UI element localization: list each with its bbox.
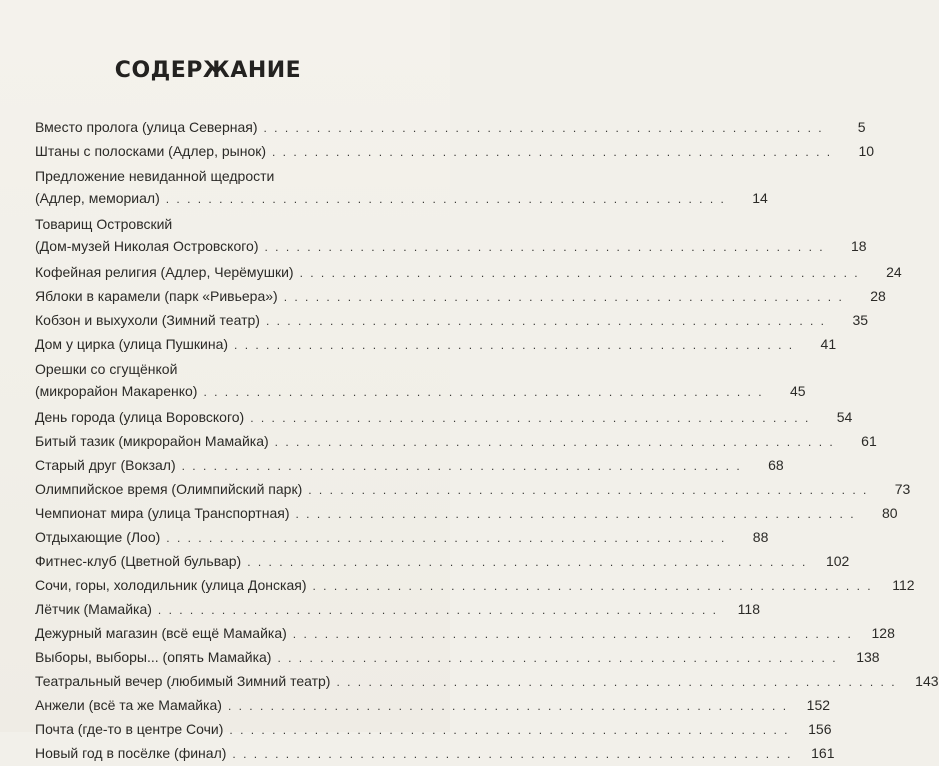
toc-entry-row (35, 718, 832, 741)
toc-entry-row (35, 261, 902, 284)
page-number: 18 (851, 238, 867, 254)
toc-entry (35, 646, 880, 669)
toc-entry-title-line: Анжели (всё та же Мамайка) (35, 697, 222, 713)
dot-leader (229, 719, 789, 741)
dot-leader (264, 117, 824, 139)
toc-entry-title-line: Вместо пролога (улица Северная) (35, 119, 258, 135)
page-number: 112 (892, 577, 915, 593)
dot-leader (277, 647, 837, 669)
toc-entry-title-line: Отдыхающие (Лоо) (35, 529, 161, 545)
toc-entry-title-line: Лётчик (Мамайка) (35, 601, 152, 617)
toc-entry-row (35, 406, 853, 429)
dot-leader (293, 623, 853, 645)
page-title: СОДЕРЖАНИЕ (114, 58, 302, 83)
table-of-contents (35, 116, 939, 766)
toc-entry (35, 622, 895, 645)
toc-entry-title-line: Олимпийское время (Олимпийский парк) (35, 481, 303, 497)
page-number: 73 (894, 481, 911, 497)
toc-entry-row (35, 526, 769, 549)
toc-entry-title-line: Сочи, горы, холодильник (улица Донская) (35, 577, 307, 593)
toc-entry-title-line: Предложение невиданной щедрости (35, 168, 275, 184)
toc-entry-row (35, 742, 835, 765)
toc-entry-title-line: Кобзон и выхухоли (Зимний театр) (35, 312, 260, 328)
dot-leader (275, 431, 835, 453)
page-number: 80 (881, 505, 898, 521)
toc-entry-row (35, 670, 939, 693)
toc-entry-title-line: Дом у цирка (улица Пушкина) (35, 336, 229, 352)
toc-entry-row (35, 646, 880, 669)
toc-entry (35, 718, 832, 741)
toc-entry-row (35, 235, 867, 258)
toc-entry-title-line: (микрорайон Макаренко) (35, 383, 198, 399)
toc-entry-row (35, 430, 877, 453)
dot-leader (272, 141, 832, 163)
toc-entry (35, 574, 915, 597)
toc-entry (35, 670, 939, 693)
page-number: 5 (857, 119, 866, 135)
dot-leader (336, 671, 896, 693)
toc-entry (35, 116, 866, 139)
dot-leader (166, 188, 726, 210)
toc-entry (35, 213, 867, 258)
page-number: 61 (861, 433, 877, 449)
toc-entry (35, 406, 853, 429)
dot-leader (228, 695, 788, 717)
page-number: 143 (915, 673, 939, 689)
page-number: 156 (808, 721, 832, 737)
toc-entry (35, 526, 769, 549)
dot-leader (300, 262, 860, 284)
toc-entry-row (35, 285, 886, 308)
dot-leader (247, 551, 807, 573)
toc-entry-row (35, 454, 784, 477)
toc-entry (35, 694, 831, 717)
toc-entry (35, 502, 898, 525)
page-number: 118 (737, 601, 760, 617)
toc-entry-row (35, 333, 837, 356)
toc-entry-row (35, 478, 911, 501)
toc-entry (35, 430, 877, 453)
toc-entry-row (35, 574, 915, 597)
page-number: 88 (752, 529, 769, 545)
page-number: 138 (856, 649, 880, 665)
dot-leader (166, 527, 726, 549)
toc-entry (35, 333, 837, 356)
toc-entry-row (35, 694, 831, 717)
page-number: 41 (820, 336, 837, 352)
page-number: 10 (858, 143, 875, 159)
dot-leader (232, 743, 792, 765)
toc-entry (35, 598, 760, 621)
toc-entry-title-line: Орешки со сгущёнкой (35, 361, 178, 377)
dot-leader (158, 599, 718, 621)
toc-entry-title-line: Чемпионат мира (улица Транспортная) (35, 505, 290, 521)
dot-leader (182, 455, 742, 477)
toc-entry-title-line: Театральный вечер (любимый Зимний театр) (35, 673, 331, 689)
toc-entry (35, 550, 850, 573)
toc-entry-title-line: Старый друг (Вокзал) (35, 457, 176, 473)
dot-leader (250, 407, 810, 429)
toc-entry-title-line: Новый год в посёлке (финал) (35, 745, 227, 761)
page-number: 128 (871, 625, 895, 641)
page-number: 24 (886, 264, 902, 280)
toc-entry (35, 140, 875, 163)
dot-leader (265, 236, 825, 258)
toc-entry-row (35, 309, 869, 332)
page-number: 68 (768, 457, 784, 473)
toc-entry-title-line: День города (улица Воровского) (35, 409, 245, 425)
toc-entry-row (35, 116, 866, 139)
page-number: 45 (789, 383, 806, 399)
toc-entry-row (35, 502, 898, 525)
page-number: 35 (852, 312, 869, 328)
toc-entry-title-line: Штаны с полосками (Адлер, рынок) (35, 143, 267, 159)
toc-entry-row (35, 140, 875, 163)
dot-leader (234, 334, 794, 356)
toc-entry-title-line: Битый тазик (микрорайон Мамайка) (35, 433, 269, 449)
dot-leader (284, 286, 844, 308)
page-number: 161 (811, 745, 835, 761)
page-number: 28 (870, 288, 886, 304)
dot-leader (313, 575, 873, 597)
dot-leader (266, 310, 826, 332)
toc-entry-row (35, 622, 895, 645)
page-number: 102 (825, 553, 850, 569)
toc-entry-row (35, 380, 806, 403)
toc-entry (35, 165, 768, 210)
toc-entry-title-line: Почта (где-то в центре Сочи) (35, 721, 224, 737)
toc-entry-title-line: Фитнес-клуб (Цветной бульвар) (35, 553, 242, 569)
toc-entry-title-line: Дежурный магазин (всё ещё Мамайка) (35, 625, 287, 641)
toc-entry (35, 261, 902, 284)
toc-entry-title-line: Товарищ Островский (35, 216, 173, 232)
toc-entry (35, 478, 911, 501)
toc-entry-row (35, 598, 760, 621)
dot-leader (308, 479, 868, 501)
dot-leader (295, 503, 855, 525)
toc-entry-title-line: Яблоки в карамели (парк «Ривьера») (35, 288, 278, 304)
toc-entry-title-line: (Дом-музей Николая Островского) (35, 238, 259, 254)
toc-entry-row (35, 550, 850, 573)
toc-entry-row (35, 187, 768, 210)
toc-entry (35, 309, 869, 332)
dot-leader (203, 381, 763, 403)
toc-entry (35, 742, 835, 765)
toc-entry (35, 358, 806, 403)
page-number: 54 (836, 409, 853, 425)
page-number: 152 (806, 697, 831, 713)
toc-entry (35, 454, 784, 477)
toc-entry-title-line: (Адлер, мемориал) (35, 190, 160, 206)
page-number: 14 (752, 190, 768, 206)
toc-entry (35, 285, 886, 308)
toc-entry-title-line: Кофейная религия (Адлер, Черёмушки) (35, 264, 294, 280)
toc-entry-title-line: Выборы, выборы... (опять Мамайка) (35, 649, 272, 665)
